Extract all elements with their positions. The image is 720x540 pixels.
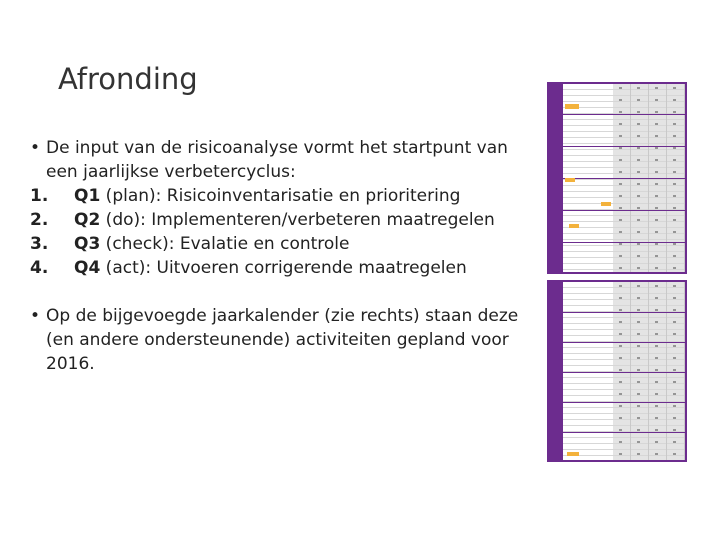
slide-body	[30, 136, 530, 376]
item-text: (do): Implementeren/verbeteren maatregelen	[100, 210, 495, 230]
bullet-mark: •	[30, 306, 41, 326]
highlight-cell	[565, 178, 575, 182]
item-code: Q1	[74, 186, 101, 206]
item-text: (plan): Risicoinventarisatie en prioritering	[100, 186, 461, 206]
list-item-q1	[30, 184, 530, 208]
list-item-q2	[30, 208, 530, 232]
month-sidebar	[549, 84, 563, 272]
item-number: 2.	[30, 210, 49, 230]
highlight-cell	[565, 104, 579, 109]
month-separator	[563, 432, 685, 433]
item-number: 4.	[30, 258, 49, 278]
spacer	[30, 280, 530, 304]
month-separator	[563, 312, 685, 313]
item-number: 1.	[30, 186, 49, 206]
slide-title: Afronding	[58, 62, 198, 96]
month-separator	[563, 372, 685, 373]
month-separator	[563, 342, 685, 343]
month-separator	[563, 114, 685, 115]
month-sidebar	[549, 282, 563, 460]
month-separator	[563, 242, 685, 243]
item-code: Q2	[74, 210, 101, 230]
item-code: Q3	[74, 234, 101, 254]
item-text: (act): Uitvoeren corrigerende maatregelen	[100, 258, 467, 278]
item-code: Q4	[74, 258, 101, 278]
calendar-panel-second-half	[547, 280, 687, 462]
calendar-panel-first-half	[547, 82, 687, 274]
highlight-cell	[569, 224, 579, 228]
bullet-mark: •	[30, 138, 41, 158]
month-separator	[563, 178, 685, 179]
month-separator	[563, 402, 685, 403]
list-item-q3	[30, 232, 530, 256]
item-number: 3.	[30, 234, 49, 254]
bullet-intro-text: De input van de risicoanalyse vormt het startpunt van een jaarlijkse verbetercyclus:	[46, 138, 508, 182]
item-text: (check): Evalatie en controle	[100, 234, 350, 254]
bullet-calendar	[30, 304, 530, 376]
list-item-q4	[30, 256, 530, 280]
month-separator	[563, 146, 685, 147]
highlight-cell	[567, 452, 579, 456]
bullet-calendar-text: Op de bijgevoegde jaarkalender (zie rechts) staan deze (en andere ondersteunende) activiteiten gepland voor 2016.	[46, 306, 519, 374]
highlight-cell	[601, 202, 611, 206]
bullet-intro	[30, 136, 530, 184]
year-calendar-thumbnail	[547, 82, 687, 462]
month-separator	[563, 210, 685, 211]
